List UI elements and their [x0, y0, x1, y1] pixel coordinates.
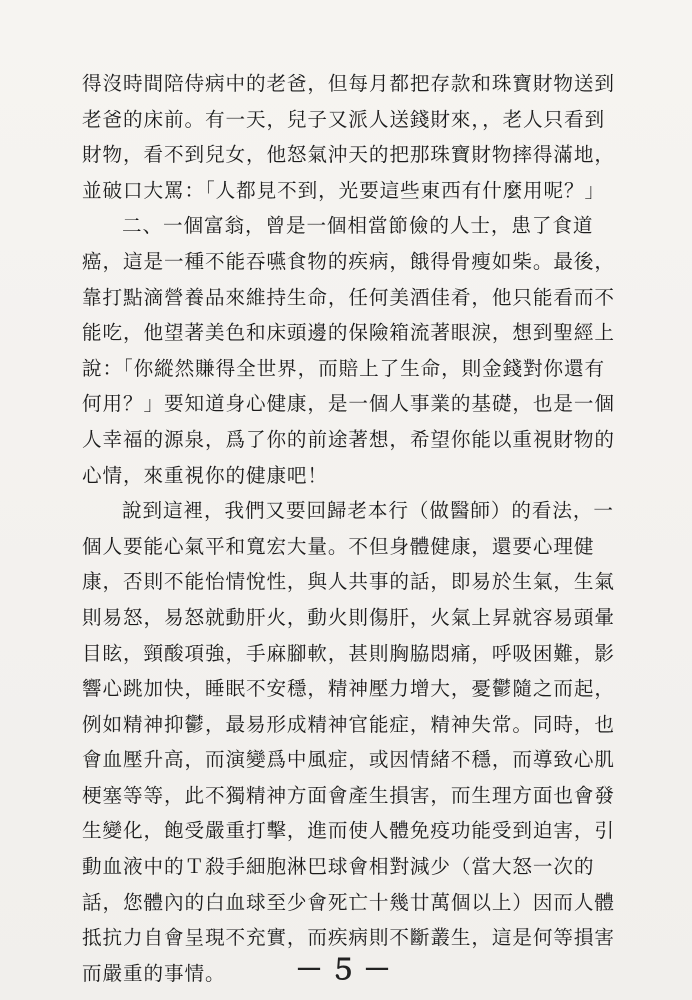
- text-line: 得沒時間陪侍病中的老爸，但每月都把存款和珠寶財物送到: [82, 72, 615, 95]
- body-text: [82, 66, 638, 991]
- text-line: 抵抗力自會呈現不充實，而疾病則不斷叢生，這是何等損害: [82, 926, 615, 950]
- text-line: 癌，這是一種不能吞嚥食物的疾病，餓得骨瘦如柴。最後，: [82, 249, 615, 273]
- text-line: 而嚴重的事情。: [82, 961, 226, 985]
- page-number: －５－: [294, 953, 397, 986]
- text-line: 並破口大罵：「人都見不到，光要這些東西有什麼用呢？」: [82, 178, 606, 202]
- text-line: 二、一個富翁，曾是一個相當節儉的人士，患了食道: [122, 214, 594, 238]
- text-line: 動血液中的Ｔ殺手細胞淋巴球會相對減少（當大怒一次的: [82, 855, 595, 879]
- text-line: 心情，來重視你的健康吧！: [82, 463, 328, 487]
- text-line: 梗塞等等，此不獨精神方面會產生損害，而生理方面也會發: [82, 783, 615, 807]
- text-line: 話，您體內的白血球至少會死亡十幾廿萬個以上）因而人體: [82, 890, 615, 914]
- text-line: 靠打點滴營養品來維持生命，任何美酒佳肴，他只能看而不: [82, 285, 615, 309]
- text-line: 老爸的床前。有一天，兒子又派人送錢財來，，老人只看到: [82, 107, 606, 131]
- text-line: 說到這裡，我們又要回歸老本行（做醫師）的看法，一: [122, 499, 614, 523]
- text-line: 個人要能心氣平和寬宏大量。不但身體健康，還要心理健: [82, 534, 595, 558]
- text-line: 目眩，頸酸項強，手麻腳軟，甚則胸脇悶痛，呼吸困難，影: [82, 641, 615, 665]
- text-line: 生變化，飽受嚴重打擊，進而使人體免疫功能受到迫害，引: [82, 819, 615, 843]
- text-line: 則易怒，易怒就動肝火，動火則傷肝，火氣上昇就容易頭暈: [82, 605, 615, 629]
- text-line: 康，否則不能怡情悅性，與人共事的話，即易於生氣，生氣: [82, 570, 615, 594]
- text-line: 會血壓升高，而演變爲中風症，或因情緒不穩，而導致心肌: [82, 748, 615, 772]
- text-line: 能吃，他望著美色和床頭邊的保險箱流著眼淚，想到聖經上: [82, 321, 615, 345]
- text-line: 例如精神抑鬱，最易形成精神官能症，精神失常。同時，也: [82, 712, 615, 736]
- text-line: 說：「你縱然賺得全世界，而賠上了生命，則金錢對你還有: [82, 356, 606, 380]
- text-line: 何用？」要知道身心健康，是一個人事業的基礎，也是一個: [82, 392, 615, 416]
- text-line: 響心跳加快，睡眠不安穩，精神壓力增大，憂鬱隨之而起，: [82, 677, 615, 701]
- text-line: 財物，看不到兒女，他怒氣沖天的把那珠寶財物摔得滿地，: [82, 143, 615, 167]
- text-line: 人幸福的源泉，爲了你的前途著想，希望你能以重視財物的: [82, 427, 615, 451]
